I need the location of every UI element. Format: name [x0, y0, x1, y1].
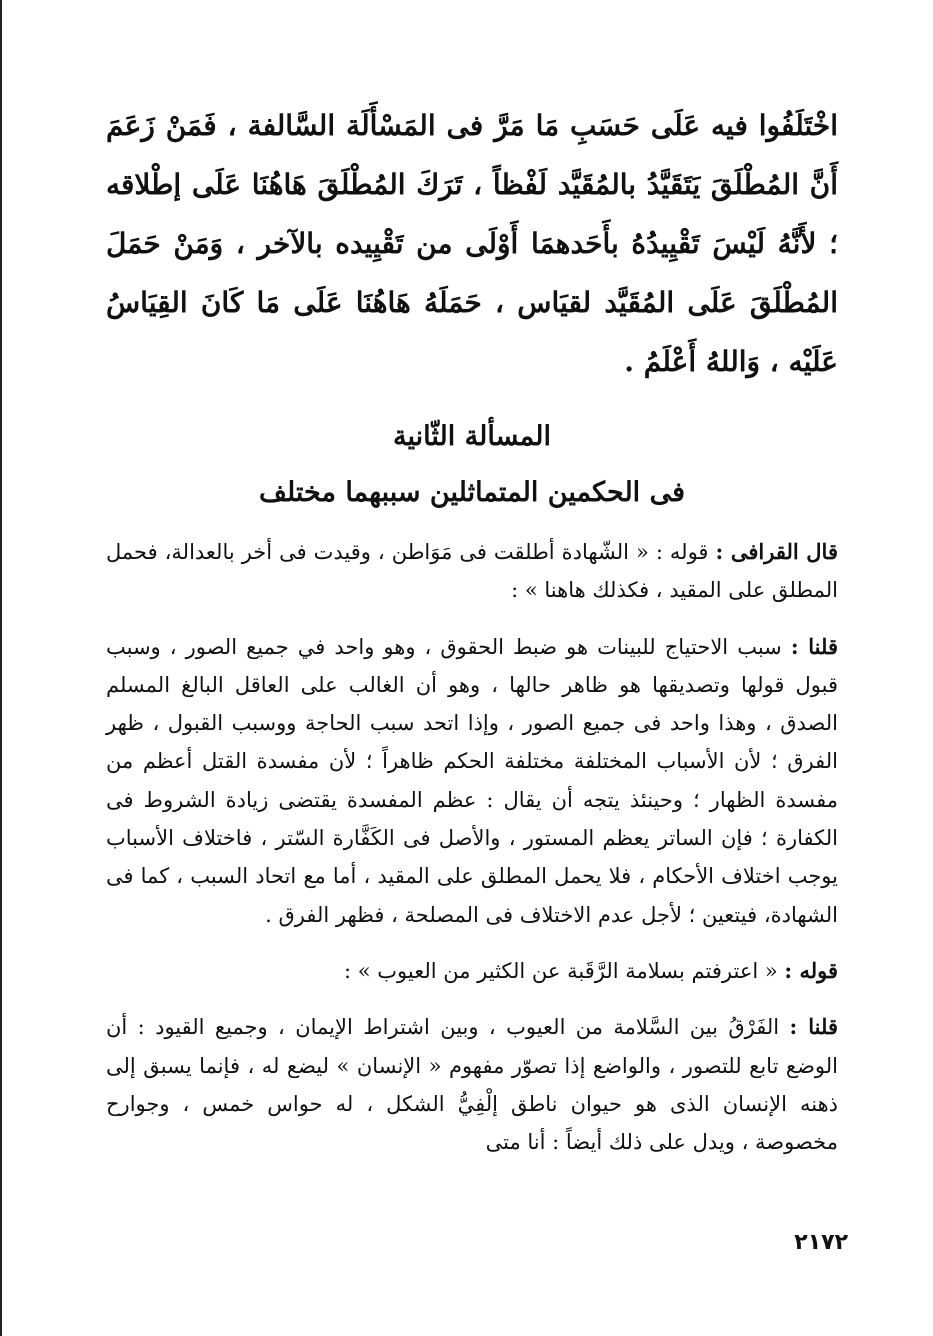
paragraph-2 [106, 628, 838, 934]
page-number: ٢١٧٢ [794, 1230, 848, 1255]
section-subtitle: فى الحكمين المتماثلين سببهما مختلف [259, 477, 685, 508]
paragraph-4 [106, 1008, 838, 1161]
paragraph-3 [106, 952, 838, 990]
paragraph-2-text: سبب الاحتياج للبينات هو ضبط الحقوق ، وهو واحد في جميع الصور ، وسبب قبول قولها وتصديقها هو ظاهر حالها ، وهو أن الغالب على العاقل البالغ المسلم الصدق ، وهذا واحد فى جميع الصور ، وإذا اتحد سبب الحاجة ووسبب القبول ، ظهر الفرق ؛ لأن الأسباب المختلفة مختلفة الحكم ظاهراً ؛ لأن مفسدة القتل أعظم من مفسدة الظهار ؛ وحينئذ يتجه أن يقال : عظم المفسدة يقتضى زيادة الشروط فى الكفارة ؛ فإن الساتر يعظم المستور ، والأصل فى الكَفَّارة السّتر ، فاختلاف الأسباب يوجب اختلاف الأحكام ، فلا يحمل المطلق على المقيد ، أما مع اتحاد السبب ، كما فى الشهادة، فيتعين ؛ لأجل عدم الاختلاف فى المصلحة ، فظهر الفرق . [106, 634, 838, 927]
paragraph-1-text: قوله : « الشّهادة أطلقت فى مَوَاطن ، وقيدت فى أخر بالعدالة، فحمل المطلق على المقيد ، فكذلك هاهنا » : [106, 540, 838, 603]
paragraph-4-text: الفَرْقُ بين السَّلامة من العيوب ، وبين اشتراط الإيمان ، وجميع القيود : أن الوضع تابع للتصور ، والواضع إذا تصوّر مفهوم « الإنسان » ليضع له ، فإنما يسبق إلى ذهنه الإنسان الذى هو حيوان ناطق إلْفِيُّ الشكل ، له حواس خمس ، وجوارح مخصوصة ، ويدل على ذلك أيضاً : أنا متى [106, 1015, 838, 1155]
intro-paragraph: اخْتَلَفُوا فيه عَلَى حَسَبِ مَا مَرَّ فى المَسْأَلَة السَّالفة ، فَمَنْ زَعَمَ أَنَّ المُطْلَقَ يَتَقَيَّدُ بالمُقَيَّد لَفْظاً ، تَرَكَ المُطْلَقَ هَاهُنَا عَلَى إطْلاقه ؛ لأَنَّهُ لَيْسَ تَقْيِيدُهُ بأَحَدهمَا أَوْلَى من تَقْيِيده بالآخر ، وَمَنْ حَمَلَ المُطْلَقَ عَلَى المُقَيَّد لقيَاس ، حَمَلَهُ هَاهُنَا عَلَى مَا كَانَ القِيَاسُ عَلَيْه ، وَاللهُ أَعْلَمُ . [106, 109, 838, 378]
paragraph-3-text: « اعترفتم بسلامة الرَّقَبة عن الكثير من العيوب » : [343, 958, 785, 983]
paragraph-1 [106, 533, 838, 610]
paragraph-1-speaker: قال القرافى : [715, 539, 838, 564]
paragraph-4-speaker: قلنا : [789, 1014, 838, 1040]
paragraph-2-speaker: قلنا : [790, 633, 838, 659]
section-title: المسألة الثّانية [393, 421, 551, 452]
paragraph-3-speaker: قوله : [784, 957, 838, 983]
scan-edge-line [0, 0, 2, 1336]
page-body [106, 96, 838, 1161]
